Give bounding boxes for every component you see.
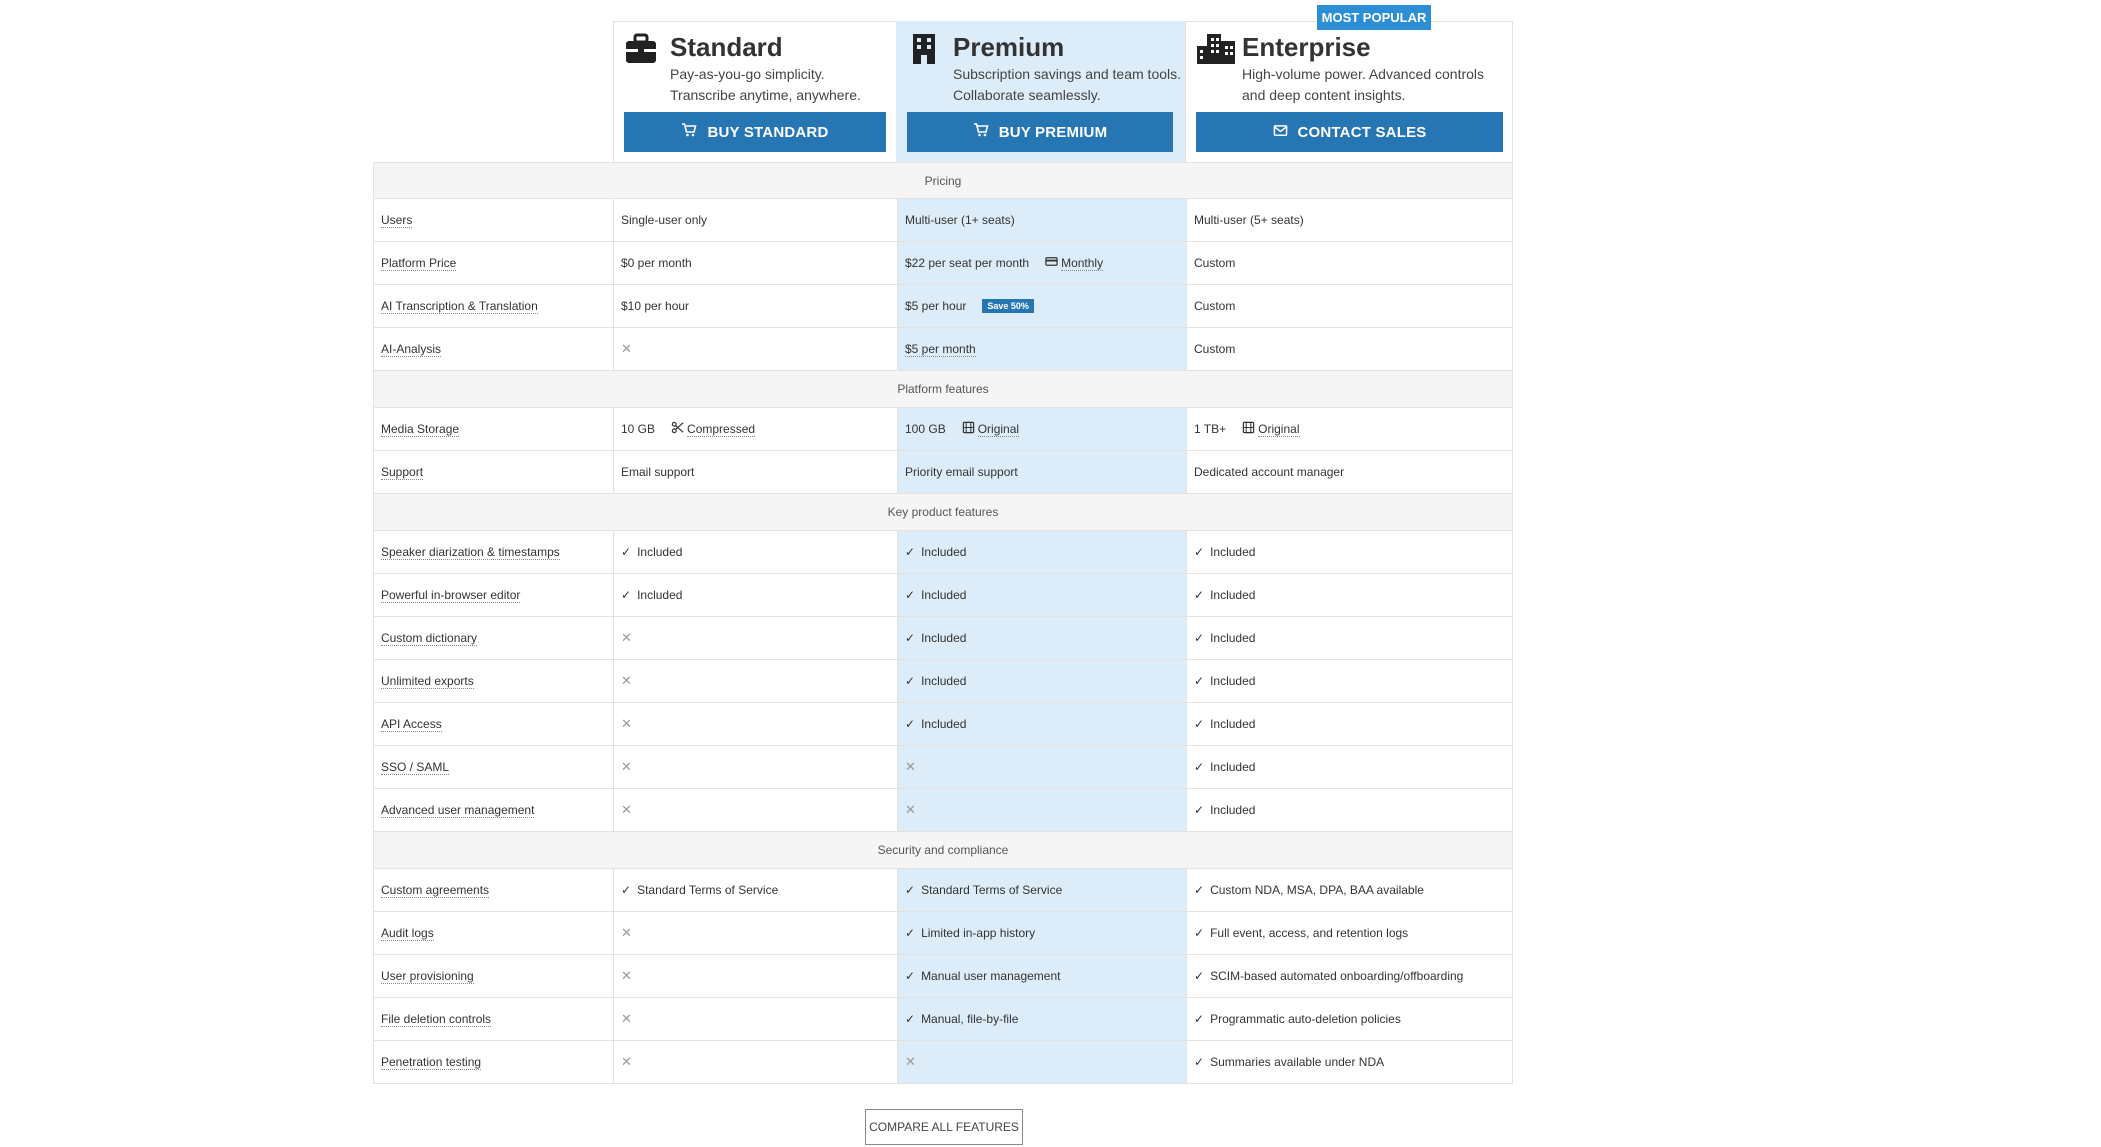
- check-icon: ✓: [1194, 803, 1205, 817]
- premium-cell: [898, 328, 1187, 370]
- standard-cell: [614, 998, 898, 1040]
- cell-value: Summaries available under NDA: [1210, 1055, 1385, 1069]
- table-row: [374, 242, 1512, 285]
- cell-value: Manual user management: [921, 969, 1061, 983]
- cell-value: Included: [1210, 717, 1256, 731]
- table-row: [374, 328, 1512, 371]
- feature-label[interactable]: Users: [381, 212, 413, 227]
- cross-icon: ✕: [905, 1054, 916, 1069]
- cell-value: Included: [921, 545, 967, 559]
- cell-value: Single-user only: [621, 213, 708, 227]
- standard-cell: [614, 703, 898, 745]
- table-row: [374, 408, 1512, 451]
- plan-description-line: High-volume power. Advanced controls: [1242, 66, 1485, 82]
- premium-cell: [898, 242, 1187, 284]
- feature-label[interactable]: Custom agreements: [381, 882, 490, 897]
- table-row: [374, 199, 1512, 242]
- table-row: [374, 789, 1512, 832]
- feature-label[interactable]: Media Storage: [381, 421, 460, 436]
- table-row: [374, 574, 1512, 617]
- check-icon: ✓: [905, 717, 916, 731]
- cell-value: 1 TB+: [1194, 422, 1227, 436]
- cross-icon: ✕: [905, 759, 916, 774]
- premium-cell: [898, 869, 1187, 911]
- table-row: [374, 285, 1512, 328]
- feature-label-cell: [374, 746, 614, 788]
- check-icon: ✓: [905, 588, 916, 602]
- premium-cell: [898, 531, 1187, 573]
- feature-label-cell: [374, 869, 614, 911]
- cross-icon: ✕: [621, 759, 632, 774]
- cell-value: 10 GB: [621, 422, 656, 436]
- cell-value: Limited in-app history: [921, 926, 1036, 940]
- enterprise-cell: [1187, 617, 1512, 659]
- plan-description: [1242, 64, 1502, 106]
- cell-value: Standard Terms of Service: [637, 883, 779, 897]
- premium-cell: [898, 703, 1187, 745]
- feature-label[interactable]: Custom dictionary: [381, 630, 478, 645]
- billing-note[interactable]: [1045, 255, 1103, 271]
- cross-icon: ✕: [621, 802, 632, 817]
- check-icon: ✓: [905, 545, 916, 559]
- plan-description: [953, 64, 1213, 106]
- plan-description-line: Collaborate seamlessly.: [953, 87, 1101, 103]
- feature-label-cell: [374, 242, 614, 284]
- standard-cell: [614, 789, 898, 831]
- film-icon: [1242, 421, 1255, 437]
- briefcase-icon: [624, 32, 658, 66]
- buy-standard-button[interactable]: [624, 112, 886, 152]
- feature-label-cell: [374, 955, 614, 997]
- standard-cell: [614, 199, 898, 241]
- cell-value: Multi-user (1+ seats): [905, 213, 1015, 227]
- plan-name: Enterprise: [1242, 32, 1371, 62]
- table-row: [374, 703, 1512, 746]
- feature-label-cell: [374, 660, 614, 702]
- feature-label[interactable]: Advanced user management: [381, 802, 535, 817]
- storage-note-label: Original: [1258, 421, 1300, 436]
- feature-label[interactable]: Powerful in-browser editor: [381, 587, 521, 602]
- feature-label-cell: [374, 1041, 614, 1083]
- cell-value: $0 per month: [621, 256, 692, 270]
- enterprise-cell: [1187, 199, 1512, 241]
- table-row: [374, 660, 1512, 703]
- table-row: [374, 746, 1512, 789]
- cross-icon: ✕: [621, 925, 632, 940]
- feature-label-cell: [374, 912, 614, 954]
- button-label: BUY STANDARD: [707, 123, 829, 141]
- cell-value: Full event, access, and retention logs: [1210, 926, 1409, 940]
- standard-cell: [614, 955, 898, 997]
- check-icon: ✓: [621, 588, 632, 602]
- cross-icon: ✕: [621, 341, 632, 356]
- standard-cell: [614, 408, 898, 450]
- feature-label-cell: [374, 789, 614, 831]
- feature-label-cell: [374, 285, 614, 327]
- check-icon: ✓: [1194, 969, 1205, 983]
- cross-icon: ✕: [621, 1054, 632, 1069]
- cross-icon: ✕: [621, 630, 632, 645]
- enterprise-cell: [1187, 789, 1512, 831]
- feature-label[interactable]: Support: [381, 464, 424, 479]
- cell-value: Included: [1210, 674, 1256, 688]
- cell-value: Included: [1210, 545, 1256, 559]
- cell-value: Included: [1210, 803, 1256, 817]
- check-icon: ✓: [1194, 883, 1205, 897]
- feature-label-cell: [374, 199, 614, 241]
- feature-label-cell: [374, 574, 614, 616]
- enterprise-cell: [1187, 998, 1512, 1040]
- scissors-icon: [671, 421, 684, 437]
- cell-value: Included: [921, 631, 967, 645]
- feature-label[interactable]: Speaker diarization & timestamps: [381, 544, 560, 559]
- feature-label-cell: [374, 328, 614, 370]
- cell-value: Programmatic auto-deletion policies: [1210, 1012, 1401, 1026]
- feature-label-cell: [374, 451, 614, 493]
- cross-icon: ✕: [621, 716, 632, 731]
- premium-cell: [898, 955, 1187, 997]
- cell-value: $22 per seat per month: [905, 256, 1030, 270]
- enterprise-cell: [1187, 660, 1512, 702]
- button-label: CONTACT SALES: [1297, 123, 1427, 141]
- buy-premium-button[interactable]: [907, 112, 1173, 152]
- premium-cell: [898, 912, 1187, 954]
- premium-cell: [898, 617, 1187, 659]
- standard-cell: [614, 660, 898, 702]
- plan-premium: [896, 21, 1186, 162]
- building-icon: [907, 32, 941, 66]
- cell-value: Included: [1210, 631, 1256, 645]
- check-icon: ✓: [1194, 674, 1205, 688]
- film-icon: [962, 421, 975, 437]
- cell-value: Multi-user (5+ seats): [1194, 213, 1304, 227]
- cell-value: Email support: [621, 465, 695, 479]
- feature-label[interactable]: Audit logs: [381, 925, 434, 940]
- plan-name: Standard: [670, 32, 783, 62]
- check-icon: ✓: [621, 883, 632, 897]
- cell-value: Custom: [1194, 256, 1236, 270]
- cross-icon: ✕: [621, 1011, 632, 1026]
- check-icon: ✓: [1194, 717, 1205, 731]
- premium-cell: [898, 451, 1187, 493]
- cell-value: Included: [637, 588, 683, 602]
- enterprise-cell: [1187, 703, 1512, 745]
- enterprise-cell: [1187, 574, 1512, 616]
- save-badge: Save 50%: [982, 299, 1034, 313]
- check-icon: ✓: [1194, 926, 1205, 940]
- premium-cell: [898, 746, 1187, 788]
- premium-cell: [898, 574, 1187, 616]
- table-row: [374, 955, 1512, 998]
- enterprise-cell: [1187, 242, 1512, 284]
- check-icon: ✓: [905, 674, 916, 688]
- plan-standard: [613, 21, 897, 162]
- premium-cell: [898, 789, 1187, 831]
- feature-label[interactable]: API Access: [381, 716, 442, 731]
- check-icon: ✓: [905, 883, 916, 897]
- storage-note[interactable]: [1242, 421, 1299, 437]
- plan-description-line: Pay-as-you-go simplicity.: [670, 66, 825, 82]
- cart-icon: [681, 122, 697, 142]
- standard-cell: [614, 912, 898, 954]
- cell-value: Dedicated account manager: [1194, 465, 1345, 479]
- section-header-security: Security and compliance: [374, 832, 1512, 869]
- cross-icon: ✕: [621, 968, 632, 983]
- feature-label-cell: [374, 408, 614, 450]
- credit-card-icon: [1045, 255, 1058, 271]
- billing-note-label: Monthly: [1061, 255, 1104, 270]
- cross-icon: ✕: [905, 802, 916, 817]
- enterprise-cell: [1187, 869, 1512, 911]
- enterprise-cell: [1187, 531, 1512, 573]
- cell-value: $10 per hour: [621, 299, 690, 313]
- button-label: BUY PREMIUM: [998, 123, 1108, 141]
- feature-label[interactable]: AI Transcription & Translation: [381, 298, 538, 313]
- check-icon: ✓: [1194, 545, 1205, 559]
- check-icon: ✓: [1194, 760, 1205, 774]
- cell-value: Included: [921, 588, 967, 602]
- standard-cell: [614, 451, 898, 493]
- cell-value: Manual, file-by-file: [921, 1012, 1019, 1026]
- cell-value: Priority email support: [905, 465, 1018, 479]
- cell-value: Custom NDA, MSA, DPA, BAA available: [1210, 883, 1424, 897]
- standard-cell: [614, 328, 898, 370]
- compare-all-features-button[interactable]: COMPARE ALL FEATURES: [865, 1109, 1023, 1145]
- standard-cell: [614, 285, 898, 327]
- table-row: [374, 451, 1512, 494]
- cell-value: $5 per hour: [905, 299, 967, 313]
- enterprise-cell: [1187, 955, 1512, 997]
- standard-cell: [614, 869, 898, 911]
- standard-cell: [614, 617, 898, 659]
- plan-description-line: Transcribe anytime, anywhere.: [670, 87, 861, 103]
- feature-label[interactable]: File deletion controls: [381, 1011, 492, 1026]
- table-row: [374, 1041, 1512, 1084]
- premium-cell: [898, 660, 1187, 702]
- section-header-key-features: Key product features: [374, 494, 1512, 531]
- feature-label[interactable]: Penetration testing: [381, 1054, 482, 1069]
- standard-cell: [614, 1041, 898, 1083]
- enterprise-cell: [1187, 1041, 1512, 1083]
- check-icon: ✓: [1194, 1055, 1205, 1069]
- envelope-icon: [1273, 123, 1288, 142]
- premium-cell: [898, 285, 1187, 327]
- check-icon: ✓: [905, 969, 916, 983]
- plan-name: Premium: [953, 32, 1065, 62]
- feature-label[interactable]: AI-Analysis: [381, 341, 442, 356]
- standard-cell: [614, 746, 898, 788]
- section-header-platform: Platform features: [374, 371, 1512, 408]
- premium-cell: [898, 408, 1187, 450]
- cart-icon: [973, 122, 989, 142]
- premium-cell: [898, 1041, 1187, 1083]
- standard-cell: [614, 531, 898, 573]
- cell-value[interactable]: $5 per month: [905, 341, 976, 356]
- cross-icon: ✕: [621, 673, 632, 688]
- plan-enterprise: [1185, 21, 1513, 162]
- cell-value: Included: [637, 545, 683, 559]
- cell-value: Custom: [1194, 342, 1236, 356]
- check-icon: ✓: [1194, 588, 1205, 602]
- cell-value: SCIM-based automated onboarding/offboarding: [1210, 969, 1464, 983]
- contact-sales-button[interactable]: [1196, 112, 1503, 152]
- feature-label[interactable]: Unlimited exports: [381, 673, 474, 688]
- premium-cell: [898, 998, 1187, 1040]
- feature-label[interactable]: User provisioning: [381, 968, 474, 983]
- plan-description-line: Subscription savings and team tools.: [953, 66, 1182, 82]
- standard-cell: [614, 242, 898, 284]
- standard-cell: [614, 574, 898, 616]
- enterprise-cell: [1187, 408, 1512, 450]
- check-icon: ✓: [621, 545, 632, 559]
- feature-label[interactable]: SSO / SAML: [381, 759, 450, 774]
- cell-value: Included: [1210, 588, 1256, 602]
- storage-note-label: Compressed: [687, 421, 756, 436]
- most-popular-badge: MOST POPULAR: [1317, 5, 1431, 30]
- enterprise-cell: [1187, 285, 1512, 327]
- enterprise-cell: [1187, 328, 1512, 370]
- table-row: [374, 869, 1512, 912]
- check-icon: ✓: [1194, 631, 1205, 645]
- plan-description: [670, 64, 930, 106]
- feature-label-cell: [374, 531, 614, 573]
- plan-description-line: and deep content insights.: [1242, 87, 1406, 103]
- comparison-table: [373, 162, 1513, 1084]
- cell-value: Included: [921, 674, 967, 688]
- enterprise-cell: [1187, 746, 1512, 788]
- cell-value: Standard Terms of Service: [921, 883, 1063, 897]
- table-row: [374, 531, 1512, 574]
- cell-value: 100 GB: [905, 422, 946, 436]
- table-row: [374, 998, 1512, 1041]
- cell-value: Included: [1210, 760, 1256, 774]
- cell-value: Included: [921, 717, 967, 731]
- enterprise-cell: [1187, 451, 1512, 493]
- cell-value: Custom: [1194, 299, 1236, 313]
- storage-note-label: Original: [977, 421, 1020, 436]
- feature-label-cell: [374, 703, 614, 745]
- check-icon: ✓: [1194, 1012, 1205, 1026]
- check-icon: ✓: [905, 631, 916, 645]
- feature-label[interactable]: Platform Price: [381, 255, 457, 270]
- check-icon: ✓: [905, 1012, 916, 1026]
- section-header-pricing: Pricing: [374, 162, 1512, 199]
- storage-note[interactable]: [671, 421, 755, 437]
- enterprise-cell: [1187, 912, 1512, 954]
- feature-label-cell: [374, 617, 614, 659]
- city-icon: [1196, 32, 1230, 66]
- table-row: [374, 617, 1512, 660]
- feature-label-cell: [374, 998, 614, 1040]
- pricing-comparison: [373, 0, 1513, 1084]
- check-icon: ✓: [905, 926, 916, 940]
- table-row: [374, 912, 1512, 955]
- premium-cell: [898, 199, 1187, 241]
- storage-note[interactable]: [962, 421, 1019, 437]
